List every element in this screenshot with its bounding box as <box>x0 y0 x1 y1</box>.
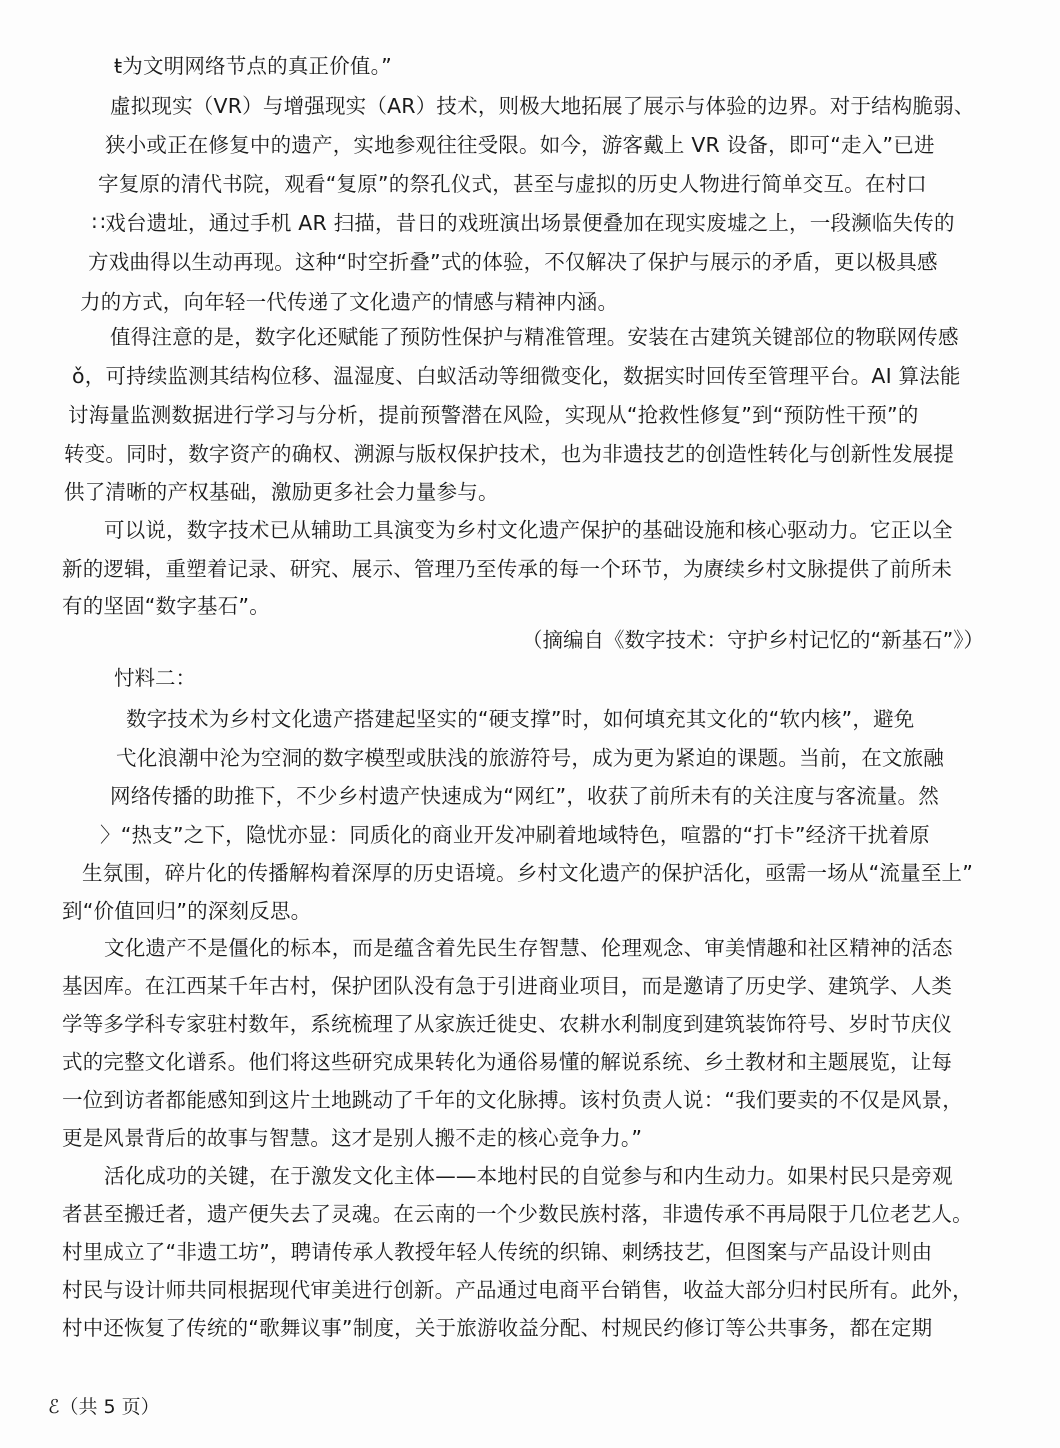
text-line: 新的逻辑，重塑着记录、研究、展示、管理乃至传承的每一个环节，为赓续乡村文脉提供了前所未 <box>62 557 953 581</box>
text-line: 可以说，数字技术已从辅助工具演变为乡村文化遗产保护的基础设施和核心驱动力。它正以全 <box>104 518 953 542</box>
text-line: 式的完整文化谱系。他们将这些研究成果转化为通俗易懂的解说系统、乡土教材和主题展览，让每 <box>62 1050 953 1074</box>
text-line: 一位到访者都能感知到这片土地跳动了千年的文化脉搏。该村负责人说：“我们要卖的不仅是风景， <box>62 1088 963 1112</box>
text-line: 方戏曲得以生动再现。这种“时空折叠”式的体验，不仅解决了保护与展示的矛盾，更以极具感 <box>88 250 938 274</box>
text-line: 狭小或正在修复中的遗产，实地参观往往受限。如今，游客戴上 VR 设备，即可“走入”已进 <box>105 133 935 157</box>
text-line: 到“价值回归”的深刻反思。 <box>62 899 312 923</box>
text-line: ∷戏台遗址，通过手机 AR 扫描，昔日的戏班演出场景便叠加在现实废墟之上，一段濒临失传的 <box>92 211 955 235</box>
text-line: 基因库。在江西某千年古村，保护团队没有急于引进商业项目，而是邀请了历史学、建筑学、人类 <box>62 974 953 998</box>
text-line: 值得注意的是，数字化还赋能了预防性保护与精准管理。安装在古建筑关键部位的物联网传感 <box>110 325 959 349</box>
text-line: 村民与设计师共同根据现代审美进行创新。产品通过电商平台销售，收益大部分归村民所有。此外， <box>62 1278 973 1302</box>
text-line: 村里成立了“非遗工坊”，聘请传承人教授年轻人传统的织锦、刺绣技艺，但图案与产品设计则由 <box>62 1240 933 1264</box>
text-line: ŧ为文明网络节点的真正价值。” <box>114 54 392 78</box>
text-line: ǒ，可持续监测其结构位移、温湿度、白蚁活动等细微变化，数据实时回传至管理平台。AI 算法能 <box>72 364 961 388</box>
text-line: 活化成功的关键，在于激发文化主体——本地村民的自觉参与和内生动力。如果村民只是旁观 <box>104 1164 953 1188</box>
text-line: 网络传播的助推下，不少乡村遗产快速成为“网红”，收获了前所未有的关注度与客流量。然 <box>110 784 939 808</box>
section-title: 忖料二： <box>114 666 196 690</box>
text-line: 供了清晰的产权基础，激励更多社会力量参与。 <box>64 480 499 504</box>
source-citation: （摘编自《数字技术：守护乡村记忆的“新基石”》） <box>522 628 984 652</box>
text-line: 弋化浪潮中沦为空洞的数字模型或肤浅的旅游符号，成为更为紧迫的课题。当前，在文旅融 <box>116 746 944 770</box>
text-line: 〉“热支”之下，隐忧亦显：同质化的商业开发冲刷着地域特色，喧嚣的“打卡”经济干扰着原 <box>100 823 930 847</box>
text-line: 讨海量监测数据进行学习与分析，提前预警潜在风险，实现从“抢救性修复”到“预防性干预”的 <box>68 403 919 427</box>
page-footer: ℰ（共 5 页） <box>48 1396 160 1418</box>
text-line: 学等多学科专家驻村数年，系统梳理了从家族迁徙史、农耕水利制度到建筑装饰符号、岁时节庆仪 <box>62 1012 953 1036</box>
text-line: 转变。同时，数字资产的确权、溯源与版权保护技术，也为非遗技艺的创造性转化与创新性发展提 <box>64 442 955 466</box>
text-line: 虛拟现实（VR）与增强现实（AR）技术，则极大地拓展了展示与体验的边界。对于结构脆弱、 <box>110 94 975 118</box>
text-line: 更是风景背后的故事与智慧。这才是别人搬不走的核心竞争力。” <box>62 1126 643 1150</box>
text-line: 者甚至搬迁者，遗产便失去了灵魂。在云南的一个少数民族村落，非遗传承不再局限于几位老艺人。 <box>62 1202 973 1226</box>
text-line: 力的方式，向年轻一代传递了文化遗产的情感与精神内涵。 <box>80 290 619 314</box>
text-line: 生氛围，碎片化的传播解构着深厚的历史语境。乡村文化遗产的保护活化，亟需一场从“流量至上” <box>82 861 974 885</box>
text-line: 有的坚固“数字基石”。 <box>62 594 270 618</box>
text-line: 字复原的清代书院，观看“复原”的祭孔仪式，甚至与虚拟的历史人物进行简单交互。在村口 <box>98 172 927 196</box>
text-line: 村中还恢复了传统的“歌舞议事”制度，关于旅游收益分配、村规民约修订等公共事务，都在定期 <box>62 1316 933 1340</box>
text-line: 文化遗产不是僵化的标本，而是蕴含着先民生存智慧、伦理观念、审美情趣和社区精神的活态 <box>104 936 953 960</box>
text-line: 数字技术为乡村文化遗产搭建起坚实的“硬支撑”时，如何填充其文化的“软内核”，避免 <box>126 707 915 731</box>
